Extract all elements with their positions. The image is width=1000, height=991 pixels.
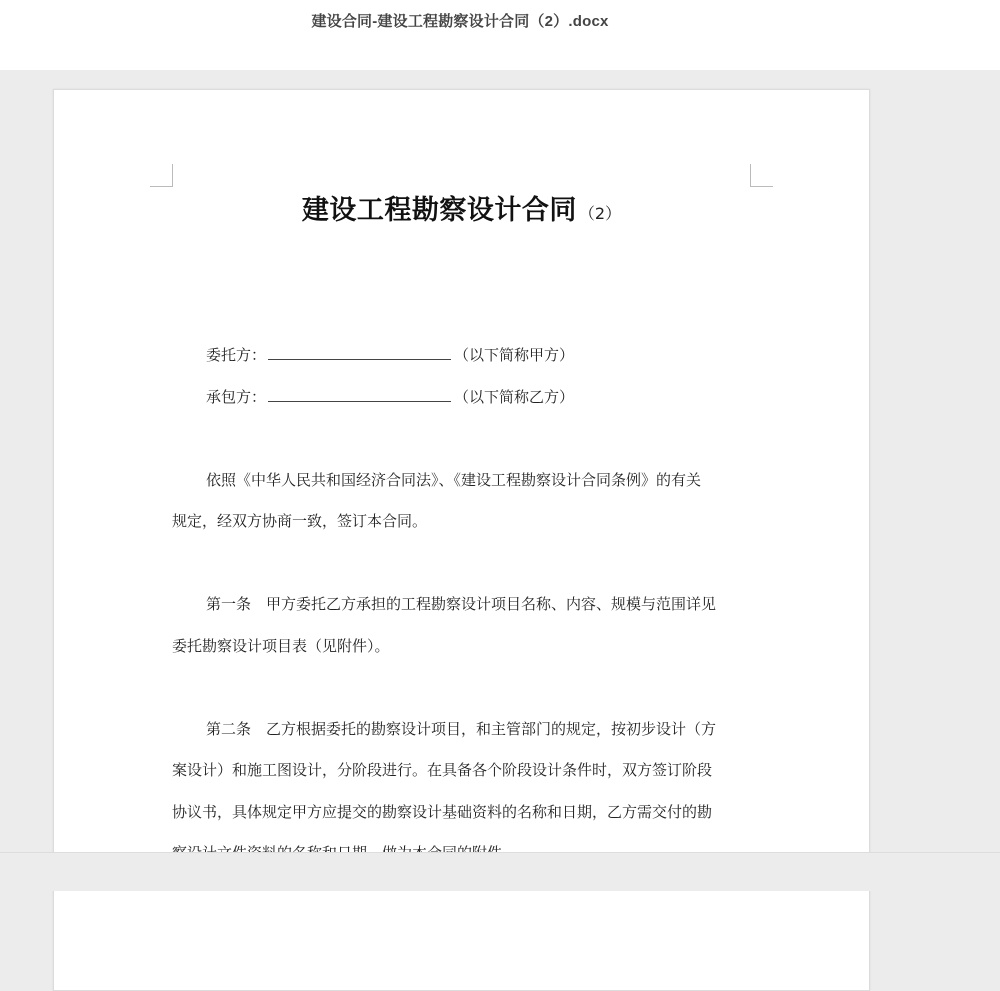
- article-1-number: 第一条: [206, 595, 252, 613]
- party-b-note: （以下简称乙方）: [454, 388, 575, 406]
- margin-corner-top-right: [750, 164, 773, 187]
- margin-corner-top-left: [150, 164, 173, 187]
- party-a-line: [172, 345, 786, 365]
- party-b-blank: [268, 387, 451, 402]
- document-viewport[interactable]: [0, 70, 1000, 852]
- article-2-text-1: 乙方根据委托的勘察设计项目，和主管部门的规定，按初步设计（方: [266, 720, 717, 738]
- party-a-note: （以下简称甲方）: [454, 346, 575, 364]
- document-filename: 建设合同-建设工程勘察设计合同（2）.docx: [311, 13, 609, 30]
- article-1-line-1: [172, 594, 786, 614]
- article-2-line-3: 协议书，具体规定甲方应提交的勘察设计基础资料的名称和日期，乙方需交付的勘: [172, 803, 713, 821]
- article-2-number: 第二条: [206, 720, 252, 738]
- party-b-label: 承包方：: [206, 388, 267, 406]
- preamble-line-2: 规定，经双方协商一致，签订本合同。: [172, 512, 428, 530]
- document-title-suffix: （2）: [578, 204, 622, 223]
- article-1-text-1: 甲方委托乙方承担的工程勘察设计项目名称、内容、规模与范围详见: [266, 595, 717, 613]
- title-bar: [0, 0, 1000, 70]
- party-b-line: [172, 387, 786, 407]
- article-2-line-2: 案设计）和施工图设计，分阶段进行。在具备各个阶段设计条件时，双方签订阶段: [172, 761, 713, 779]
- party-a-label: 委托方：: [206, 346, 267, 364]
- article-1-line-2: 委托勘察设计项目表（见附件）。: [172, 637, 390, 655]
- preamble-line-1: 依照《中华人民共和国经济合同法》、《建设工程勘察设计合同条例》的有关: [206, 471, 702, 489]
- bottom-status-bar: [0, 852, 1000, 891]
- document-title-main: 建设工程勘察设计合同: [301, 195, 577, 226]
- party-a-blank: [268, 345, 451, 360]
- document-title: [54, 188, 869, 227]
- article-2-line-1: [172, 719, 786, 739]
